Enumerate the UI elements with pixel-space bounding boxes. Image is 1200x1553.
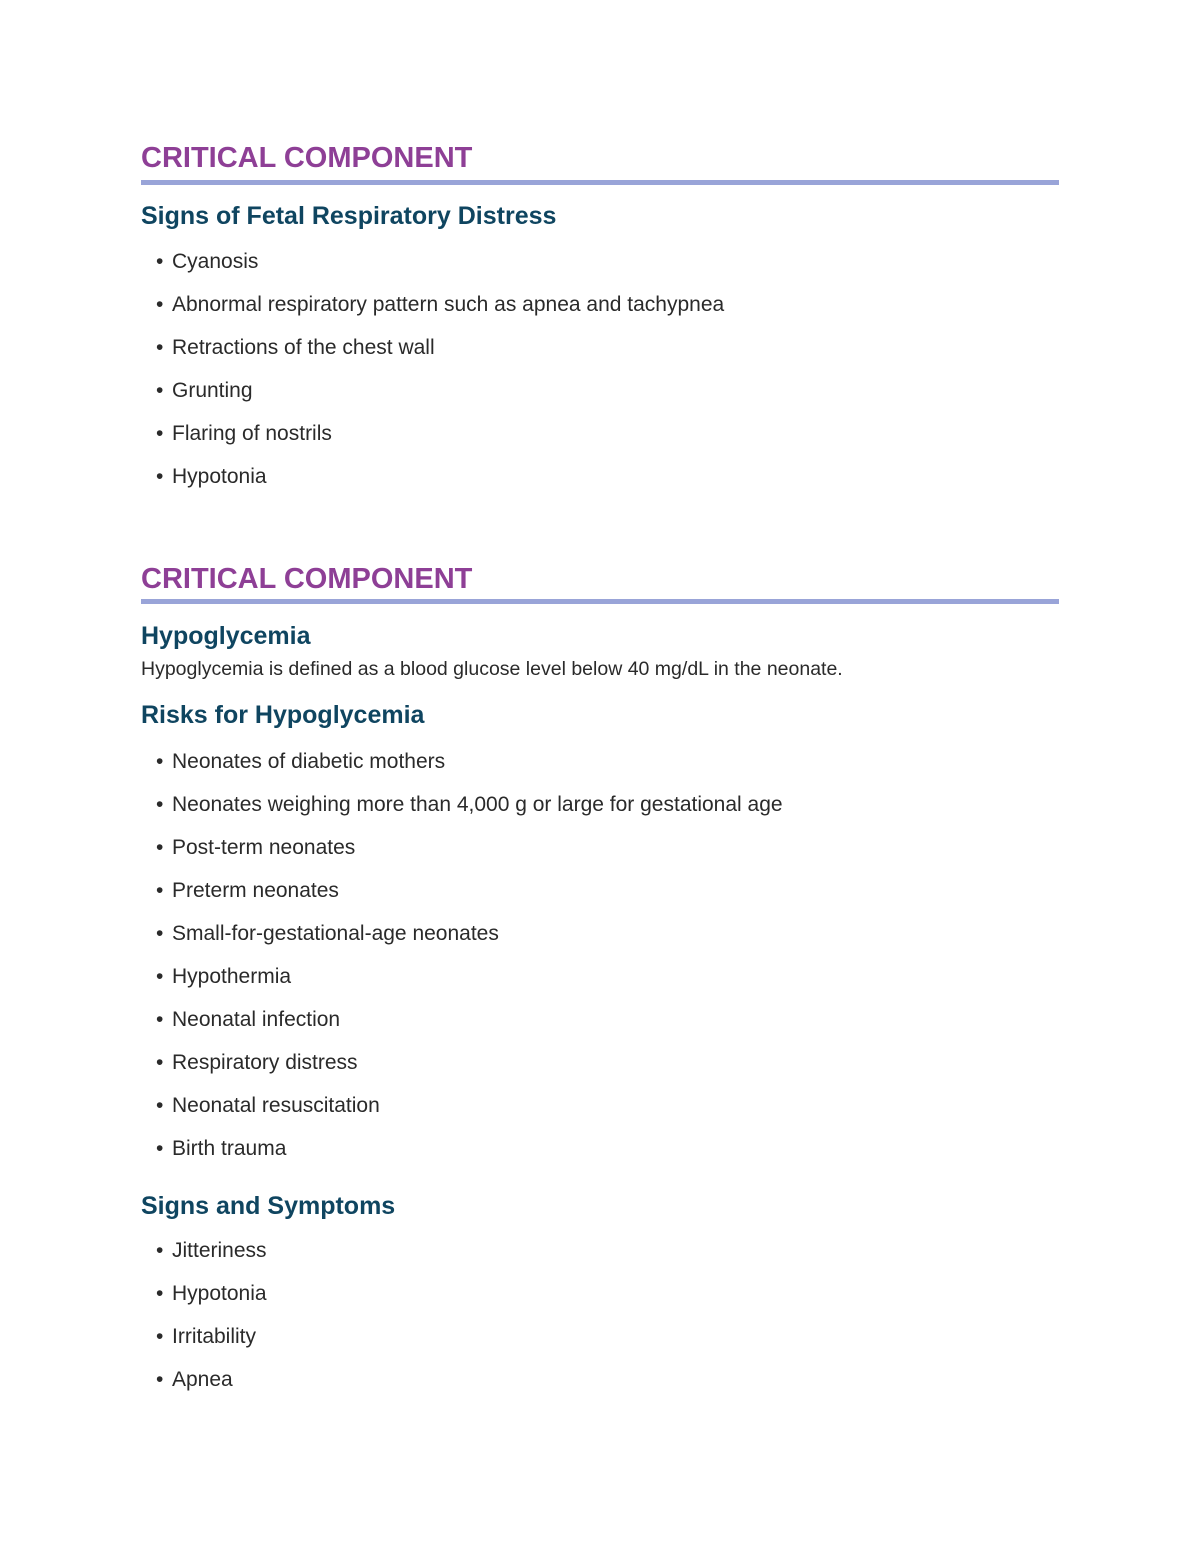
bullet-icon: • <box>156 1137 164 1160</box>
bullet-icon: • <box>156 793 164 816</box>
list-item: • Neonatal infection <box>156 1008 341 1031</box>
list-item: • Preterm neonates <box>156 879 339 902</box>
list-item: • Flaring of nostrils <box>156 422 332 445</box>
list-item: • Respiratory distress <box>156 1051 358 1074</box>
fetal-respiratory-distress-list <box>156 250 724 508</box>
risks-list <box>156 750 783 1180</box>
list-item: • Cyanosis <box>156 250 259 273</box>
list-item: • Irritability <box>156 1325 257 1348</box>
bullet-icon: • <box>156 1239 164 1262</box>
list-item: • Abnormal respiratory pattern such as apnea and tachypnea <box>156 293 725 316</box>
bullet-icon: • <box>156 750 164 773</box>
list-item: • Retractions of the chest wall <box>156 336 435 359</box>
bullet-icon: • <box>156 879 164 902</box>
signs-symptoms-list <box>156 1239 267 1411</box>
bullet-icon: • <box>156 465 164 488</box>
fetal-respiratory-distress-heading: Signs of Fetal Respiratory Distress <box>141 202 557 230</box>
critical-component-title-2: CRITICAL COMPONENT <box>141 563 473 595</box>
bullet-icon: • <box>156 250 164 273</box>
list-item: • Jitteriness <box>156 1239 267 1262</box>
hypoglycemia-definition: Hypoglycemia is defined as a blood glucose level below 40 mg/dL in the neonate. <box>141 658 843 680</box>
bullet-icon: • <box>156 379 164 402</box>
list-item: • Hypothermia <box>156 965 292 988</box>
bullet-icon: • <box>156 1368 164 1391</box>
bullet-icon: • <box>156 1282 164 1305</box>
critical-component-rule-1 <box>141 180 1059 185</box>
bullet-icon: • <box>156 336 164 359</box>
hypoglycemia-heading: Hypoglycemia <box>141 622 311 650</box>
signs-symptoms-heading: Signs and Symptoms <box>141 1192 396 1220</box>
risks-heading: Risks for Hypoglycemia <box>141 701 425 729</box>
bullet-icon: • <box>156 1008 164 1031</box>
bullet-icon: • <box>156 1094 164 1117</box>
bullet-icon: • <box>156 422 164 445</box>
bullet-icon: • <box>156 922 164 945</box>
bullet-icon: • <box>156 1325 164 1348</box>
list-item: • Neonates of diabetic mothers <box>156 750 446 773</box>
list-item: • Neonates weighing more than 4,000 g or large for gestational age <box>156 793 783 816</box>
critical-component-rule-2 <box>141 599 1059 604</box>
bullet-icon: • <box>156 293 164 316</box>
list-item: • Grunting <box>156 379 253 402</box>
list-item: • Hypotonia <box>156 465 267 488</box>
bullet-icon: • <box>156 965 164 988</box>
list-item: • Birth trauma <box>156 1137 287 1160</box>
list-item: • Post-term neonates <box>156 836 356 859</box>
list-item: • Neonatal resuscitation <box>156 1094 380 1117</box>
list-item: • Apnea <box>156 1368 233 1391</box>
list-item: • Small-for-gestational-age neonates <box>156 922 499 945</box>
bullet-icon: • <box>156 836 164 859</box>
bullet-icon: • <box>156 1051 164 1074</box>
list-item: • Hypotonia <box>156 1282 267 1305</box>
critical-component-title-1: CRITICAL COMPONENT <box>141 142 473 174</box>
